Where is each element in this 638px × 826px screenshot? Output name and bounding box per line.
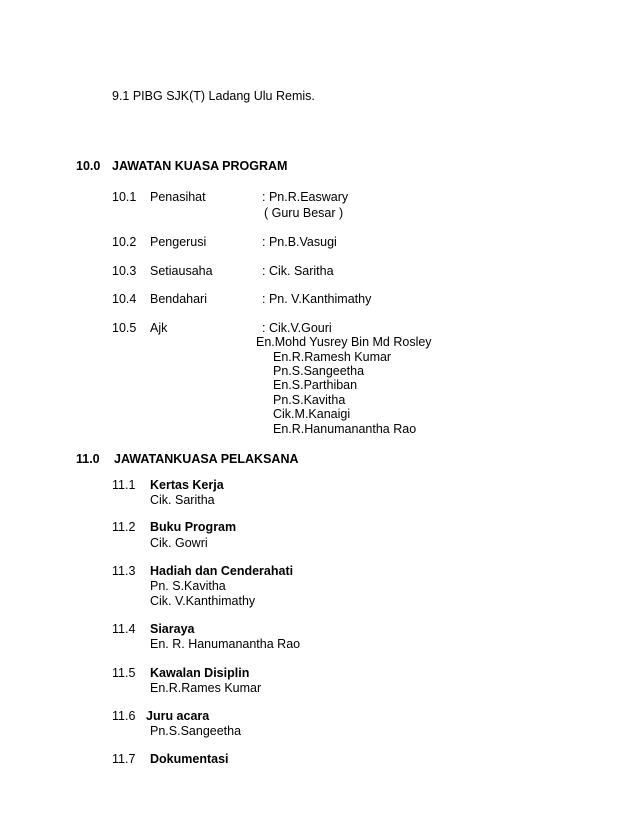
row-10-4-role: Bendahari xyxy=(150,292,207,306)
ajk-member: En.R.Ramesh Kumar xyxy=(273,350,392,364)
ajk-member: En.R.Hanumanantha Rao xyxy=(273,422,417,436)
section-11-number: 11.0 xyxy=(76,452,100,466)
row-10-1-num: 10.1 xyxy=(112,190,137,204)
item-11-1-num: 11.1 xyxy=(112,478,136,492)
row-10-5-num: 10.5 xyxy=(112,321,137,335)
row-10-2-num: 10.2 xyxy=(112,235,137,249)
item-11-2-title: Buku Program xyxy=(150,520,237,534)
item-11-4-num: 11.4 xyxy=(112,622,136,636)
item-11-3-title: Hadiah dan Cenderahati xyxy=(150,564,294,578)
section-10-title: JAWATAN KUASA PROGRAM xyxy=(112,159,288,173)
row-10-4-num: 10.4 xyxy=(112,292,137,306)
row-10-1-note: ( Guru Besar ) xyxy=(264,206,344,220)
item-11-4-title: Siaraya xyxy=(150,622,195,636)
ajk-member: En.Mohd Yusrey Bin Md Rosley xyxy=(256,335,432,349)
item-11-3-member: Pn. S.Kavitha xyxy=(150,579,226,593)
item-11-2-num: 11.2 xyxy=(112,520,136,534)
row-10-3-name: : Cik. Saritha xyxy=(262,264,334,278)
section-11-title: JAWATANKUASA PELAKSANA xyxy=(114,452,299,466)
item-11-2-member: Cik. Gowri xyxy=(150,536,208,550)
item-11-6-member: Pn.S.Sangeetha xyxy=(150,724,242,738)
row-10-5-role: Ajk xyxy=(150,321,168,335)
ajk-member: Cik.M.Kanaigi xyxy=(273,407,351,421)
item-9-1: 9.1 PIBG SJK(T) Ladang Ulu Remis. xyxy=(112,89,315,103)
item-11-6-title: Juru acara xyxy=(146,709,210,723)
item-11-3-member: Cik. V.Kanthimathy xyxy=(150,594,256,608)
row-10-4-name: : Pn. V.Kanthimathy xyxy=(262,292,372,306)
item-11-1-member: Cik. Saritha xyxy=(150,493,215,507)
item-11-5-title: Kawalan Disiplin xyxy=(150,666,250,680)
item-11-5-num: 11.5 xyxy=(112,666,136,680)
item-11-7-num: 11.7 xyxy=(112,752,136,766)
row-10-2-role: Pengerusi xyxy=(150,235,207,249)
row-10-2-name: : Pn.B.Vasugi xyxy=(262,235,337,249)
row-10-3-role: Setiausaha xyxy=(150,264,213,278)
row-10-3-num: 10.3 xyxy=(112,264,137,278)
section-10-number: 10.0 xyxy=(76,159,101,173)
row-10-1-role: Penasihat xyxy=(150,190,206,204)
item-11-3-num: 11.3 xyxy=(112,564,136,578)
ajk-member: : Cik.V.Gouri xyxy=(262,321,332,335)
item-11-5-member: En.R.Rames Kumar xyxy=(150,681,262,695)
item-11-4-member: En. R. Hanumanantha Rao xyxy=(150,637,301,651)
ajk-member: Pn.S.Sangeetha xyxy=(273,364,365,378)
item-11-6-num: 11.6 xyxy=(112,709,136,723)
ajk-member: En.S.Parthiban xyxy=(273,378,358,392)
item-11-7-title: Dokumentasi xyxy=(150,752,229,766)
item-11-1-title: Kertas Kerja xyxy=(150,478,224,492)
ajk-member: Pn.S.Kavitha xyxy=(273,393,346,407)
row-10-1-name: : Pn.R.Easwary xyxy=(262,190,349,204)
